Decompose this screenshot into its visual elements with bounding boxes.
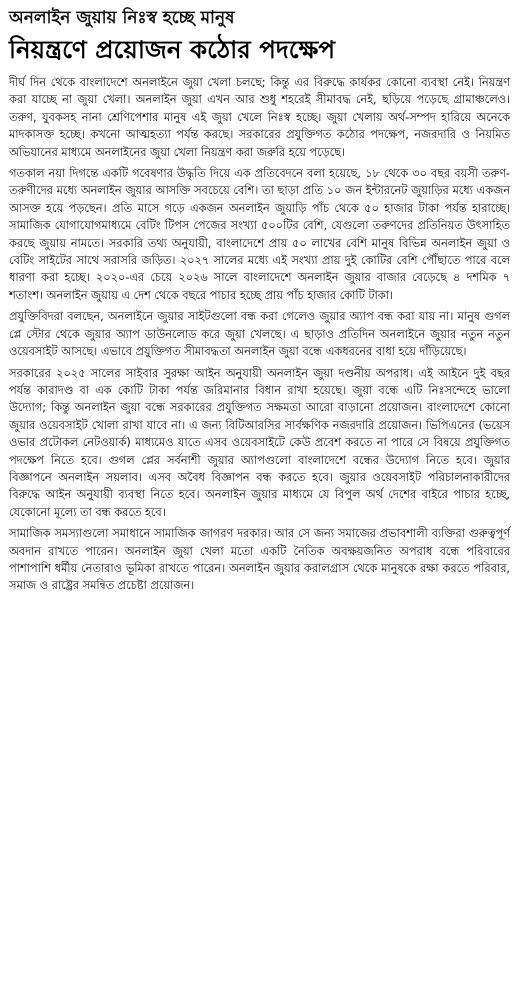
article-paragraph-3: প্রযুক্তিবিদরা বলছেন, অনলাইনে জুয়ার সাইটগুলো বন্ধ করা গেলেও জুয়ার অ্যাপ বন্ধ করা যায় না। মানুষ গুগল প্লে স্টোর থেকে জুয়ার অ্যাপ ডাউনলোড করে জুয়া খেলছে। এ ছাড়াও প্রতিদিন অনলাইনে জুয়ার নতুন নতুন ওয়েবসাইট আসছে। এভাবে প্রযুক্তিগত সীমাবদ্ধতা অনলাইন জুয়া বন্ধে একধরনের বাধা হয়ে দাঁড়িয়েছে।	[9, 310, 510, 359]
article-paragraph-1: দীর্ঘ দিন থেকে বাংলাদেশে অনলাইনে জুয়া খেলা চলছে; কিন্তু এর বিরুদ্ধে কার্যকর কোনো ব্যবস্থা নেই। নিয়ন্ত্রণ করা যাচ্ছে না জুয়া খেলা। অনলাইন জুয়া এখন আর শুধু শহরেই সীমাবদ্ধ নেই, ছড়িয়ে পড়েছে গ্রামাঞ্চলেও। তরুণ, যুবকসহ নানা শ্রেণিপেশার মানুষ এই জুয়া খেলে নিঃস্ব হচ্ছে। জুয়া খেলায় অর্থ-সম্পদ হারিয়ে অনেকে মাদকাসক্ত হচ্ছে। কখনো আত্মহত্যা পর্যন্ত করছে। সরকারের প্রযুক্তিগত কঠোর পদক্ষেপ, নজরদারি ও নিয়মিত অভিযানের মাধ্যমে অনলাইনের জুয়া খেলা নিয়ন্ত্রণ করা জরুরি হয়ে পড়েছে।	[9, 76, 510, 159]
article-kicker: অনলাইন জুয়ায় নিঃস্ব হচ্ছে মানুষ	[9, 8, 235, 28]
article-body	[9, 74, 510, 595]
article-paragraph-2: গতকাল নয়া দিগন্তে একটি গবেষণার উদ্ধৃতি দিয়ে এক প্রতিবেদনে বলা হয়েছে, ১৮ থেকে ৩০ বছর বয়সী তরুণ-তরুণীদের মধ্যে অনলাইন জুয়ার আসক্তি সবচেয়ে বেশি। তা ছাড়া প্রতি ১০ জন ইন্টারনেট জুয়াড়ির মধ্যে একজন আসক্ত হয়ে পড়ছেন। প্রতি মাসে গড়ে একজন অনলাইন জুয়াড়ি পাঁচ থেকে ৫০ হাজার টাকা পর্যন্ত হারাচ্ছে। সামাজিক যোগাযোগমাধ্যমে বেটিং টিপস পেজের সংখ্যা ৫০০টির বেশি, যেগুলো তরুণদের প্রতিনিয়ত উৎসাহিত করছে জুয়ায় নামতে। সরকারি তথ্য অনুযায়ী, বাংলাদেশে প্রায় ৫০ লাখের বেশি মানুষ বিভিন্ন অনলাইন জুয়া ও বেটিং সাইটের সাথে সরাসরি জড়িত। ২০২৭ সালের মধ্যে এই সংখ্যা প্রায় দুই কোটির বেশি পৌঁছাতে পারে বলে ধারণা করা হচ্ছে। ২০২০-এর চেয়ে ২০২৬ সালে বাংলাদেশে অনলাইন জুয়ার বাজার বেড়েছে ৪ দশমিক ৭ শতাংশ। অনলাইন জুয়ায় এ দেশ থেকে বছরে পাচার হচ্ছে প্রায় পাঁচ হাজার কোটি টাকা।	[9, 167, 510, 302]
article-paragraph-4: সরকারের ২০২৫ সালের সাইবার সুরক্ষা আইন অনুযায়ী অনলাইন জুয়া দণ্ডনীয় অপরাধ। এই আইনে দুই বছর পর্যন্ত কারাদণ্ড বা এক কোটি টাকা পর্যন্ত জরিমানার বিধান রাখা হয়েছে। জুয়া বন্ধে এটি নিঃসন্দেহে ভালো উদ্যোগ; কিন্তু অনলাইন জুয়া বন্ধে সরকারের প্রযুক্তিগত সক্ষমতা আরো বাড়ানো প্রয়োজন। বাংলাদেশে কোনো জুয়ার ওয়েবসাইট খোলা রাখা যাবে না। এ জন্য বিটিআরসির সার্বক্ষণিক নজরদারি প্রয়োজন। ভিপিএনের (ভয়েস ওভার প্রটোকল নেটওয়ার্ক) মাধ্যমেও যাতে এসব ওয়েবসাইটে কেউ প্রবেশ করতে না পারে সে বিষয়ে প্রযুক্তিগত পদক্ষেপ নিতে হবে। গুগল প্লের সর্বনাশী জুয়ার অ্যাপগুলো বাংলাদেশে বন্ধের উদ্যোগ নিতে হবে। জুয়ার বিজ্ঞাপনে অনলাইন সয়লাব। এসব অবৈধ বিজ্ঞাপন বন্ধ করতে হবে। জুয়ার ওয়েবসাইট পরিচালনাকারীদের বিরুদ্ধে আইন অনুযায়ী ব্যবস্থা নিতে হবে। অনলাইন জুয়ার মাধ্যমে যে বিপুল অর্থ দেশের বাইরে পাচার হচ্ছে, যেকোনো মূল্যে তা বন্ধ করতে হবে।	[9, 366, 510, 519]
article-paragraph-5: সামাজিক সমস্যাগুলো সমাধানে সামাজিক জাগরণ দরকার। আর সে জন্য সমাজের প্রভাবশালী ব্যক্তিরা গুরুত্বপূর্ণ অবদান রাখতে পারেন। অনলাইন জুয়া খেলা মতো একটি নৈতিক অবক্ষয়জনিত অপরাধ বন্ধে পরিবারের পাশাপাশি ধর্মীয় নেতারাও ভূমিকা রাখতে পারেন। অনলাইন জুয়ার করালগ্রাস থেকে মানুষকে রক্ষা করতে পরিবার, সমাজ ও রাষ্ট্রের সমন্বিত প্রচেষ্টা প্রয়োজন।	[9, 527, 510, 593]
article-headline: নিয়ন্ত্রণে প্রয়োজন কঠোর পদক্ষেপ	[9, 35, 336, 64]
